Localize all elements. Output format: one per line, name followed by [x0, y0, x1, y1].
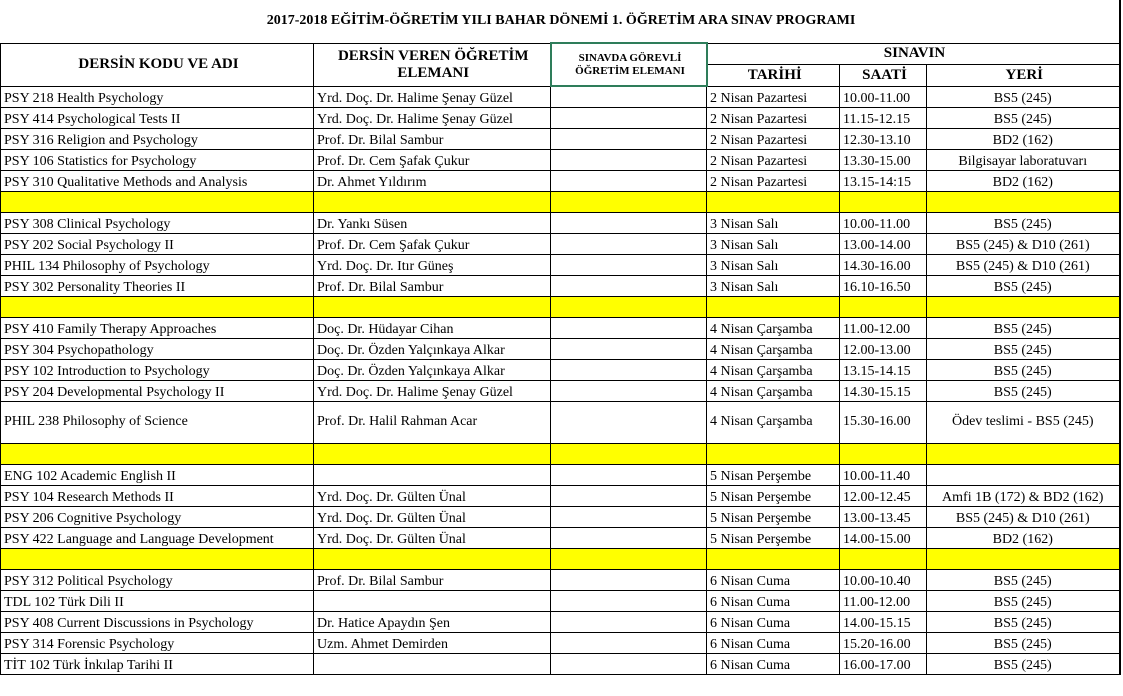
time-cell[interactable]: 14.00-15.00 [840, 527, 927, 548]
time-cell[interactable]: 11.00-12.00 [840, 590, 927, 611]
time-cell[interactable]: 14.30-15.15 [840, 380, 927, 401]
table-row [1, 485, 1120, 506]
separator-row [1, 296, 1120, 317]
instructor-cell[interactable]: Yrd. Doç. Dr. Gülten Ünal [314, 506, 551, 527]
instructor-cell[interactable]: Yrd. Doç. Dr. Gülten Ünal [314, 527, 551, 548]
table-row [1, 254, 1120, 275]
course-cell[interactable]: PSY 312 Political Psychology [1, 569, 314, 590]
course-cell[interactable]: PSY 308 Clinical Psychology [1, 212, 314, 233]
time-cell[interactable]: 10.00-11.00 [840, 212, 927, 233]
separator-cell[interactable] [840, 443, 927, 464]
proctor-cell[interactable] [551, 632, 707, 653]
table-row [1, 170, 1120, 191]
time-cell[interactable]: 15.30-16.00 [840, 401, 927, 443]
place-cell[interactable]: BS5 (245) [927, 338, 1120, 359]
date-cell[interactable]: 6 Nisan Cuma [707, 611, 840, 632]
place-cell[interactable]: BS5 (245) [927, 107, 1120, 128]
separator-cell[interactable] [551, 443, 707, 464]
date-cell[interactable]: 4 Nisan Çarşamba [707, 338, 840, 359]
separator-row [1, 548, 1120, 569]
table-row [1, 590, 1120, 611]
course-cell[interactable]: PSY 408 Current Discussions in Psychology [1, 611, 314, 632]
instructor-cell[interactable]: Prof. Dr. Halil Rahman Acar [314, 401, 551, 443]
date-cell[interactable]: 3 Nisan Salı [707, 254, 840, 275]
proctor-cell[interactable] [551, 653, 707, 674]
course-cell[interactable]: PSY 202 Social Psychology II [1, 233, 314, 254]
place-cell[interactable]: BS5 (245) [927, 632, 1120, 653]
place-cell[interactable]: BS5 (245) [927, 359, 1120, 380]
proctor-cell[interactable] [551, 464, 707, 485]
date-cell[interactable]: 6 Nisan Cuma [707, 653, 840, 674]
separator-cell[interactable] [707, 443, 840, 464]
proctor-cell[interactable] [551, 401, 707, 443]
separator-cell[interactable] [707, 296, 840, 317]
separator-cell[interactable] [927, 191, 1120, 212]
instructor-cell[interactable]: Yrd. Doç. Dr. Halime Şenay Güzel [314, 380, 551, 401]
table-row [1, 380, 1120, 401]
table-row [1, 338, 1120, 359]
separator-row [1, 443, 1120, 464]
time-cell[interactable]: 16.10-16.50 [840, 275, 927, 296]
proctor-cell[interactable] [551, 527, 707, 548]
course-cell[interactable]: ENG 102 Academic English II [1, 464, 314, 485]
table-row [1, 401, 1120, 443]
course-cell[interactable]: PSY 204 Developmental Psychology II [1, 380, 314, 401]
date-cell[interactable]: 4 Nisan Çarşamba [707, 401, 840, 443]
separator-cell[interactable] [551, 191, 707, 212]
proctor-cell[interactable] [551, 380, 707, 401]
instructor-cell[interactable]: Yrd. Doç. Dr. Halime Şenay Güzel [314, 107, 551, 128]
date-cell[interactable]: 6 Nisan Cuma [707, 632, 840, 653]
place-cell[interactable]: BS5 (245) [927, 275, 1120, 296]
course-cell[interactable]: PSY 302 Personality Theories II [1, 275, 314, 296]
header-course[interactable]: DERSİN KODU VE ADI [1, 43, 314, 86]
place-cell[interactable]: BS5 (245) [927, 212, 1120, 233]
date-cell[interactable]: 3 Nisan Salı [707, 275, 840, 296]
date-cell[interactable]: 2 Nisan Pazartesi [707, 149, 840, 170]
instructor-cell[interactable]: Dr. Yankı Süsen [314, 212, 551, 233]
table-row [1, 149, 1120, 170]
instructor-cell[interactable] [314, 653, 551, 674]
instructor-cell[interactable] [314, 590, 551, 611]
separator-cell[interactable] [314, 443, 551, 464]
course-cell[interactable]: PSY 206 Cognitive Psychology [1, 506, 314, 527]
place-cell[interactable]: BS5 (245) [927, 569, 1120, 590]
proctor-cell[interactable] [551, 569, 707, 590]
place-cell[interactable]: Bilgisayar laboratuvarı [927, 149, 1120, 170]
separator-cell[interactable] [840, 296, 927, 317]
proctor-cell[interactable] [551, 317, 707, 338]
place-cell[interactable]: BS5 (245) & D10 (261) [927, 506, 1120, 527]
time-cell[interactable]: 12.00-13.00 [840, 338, 927, 359]
proctor-cell[interactable] [551, 86, 707, 107]
instructor-cell[interactable]: Yrd. Doç. Dr. Halime Şenay Güzel [314, 86, 551, 107]
course-cell[interactable]: PHIL 134 Philosophy of Psychology [1, 254, 314, 275]
instructor-cell[interactable]: Uzm. Ahmet Demirden [314, 632, 551, 653]
header-instructor-line1: DERSİN VEREN ÖĞRETİM [337, 47, 529, 64]
course-cell[interactable]: PSY 104 Research Methods II [1, 485, 314, 506]
separator-cell[interactable] [927, 296, 1120, 317]
proctor-cell[interactable] [551, 128, 707, 149]
proctor-cell[interactable] [551, 212, 707, 233]
table-row [1, 464, 1120, 485]
time-cell[interactable]: 10.00-11.40 [840, 464, 927, 485]
place-cell[interactable]: BD2 (162) [927, 527, 1120, 548]
place-cell[interactable]: BS5 (245) & D10 (261) [927, 254, 1120, 275]
date-cell[interactable]: 2 Nisan Pazartesi [707, 170, 840, 191]
header-exam-group[interactable]: SINAVIN [707, 43, 1120, 64]
place-cell[interactable]: BS5 (245) [927, 611, 1120, 632]
header-place[interactable]: YERİ [927, 64, 1120, 86]
proctor-cell[interactable] [551, 590, 707, 611]
instructor-cell[interactable]: Yrd. Doç. Dr. Gülten Ünal [314, 485, 551, 506]
date-cell[interactable]: 2 Nisan Pazartesi [707, 86, 840, 107]
separator-cell[interactable] [1, 296, 314, 317]
instructor-cell[interactable]: Prof. Dr. Bilal Sambur [314, 128, 551, 149]
course-cell[interactable]: PSY 310 Qualitative Methods and Analysis [1, 170, 314, 191]
place-cell[interactable]: BS5 (245) & D10 (261) [927, 233, 1120, 254]
time-cell[interactable]: 10.00-10.40 [840, 569, 927, 590]
place-cell[interactable]: BS5 (245) [927, 590, 1120, 611]
table-row [1, 527, 1120, 548]
proctor-cell[interactable] [551, 233, 707, 254]
course-cell[interactable]: TDL 102 Türk Dili II [1, 590, 314, 611]
time-cell[interactable]: 13.30-15.00 [840, 149, 927, 170]
separator-cell[interactable] [314, 296, 551, 317]
table-row [1, 506, 1120, 527]
table-row [1, 233, 1120, 254]
separator-cell[interactable] [840, 548, 927, 569]
time-cell[interactable]: 13.00-14.00 [840, 233, 927, 254]
instructor-cell[interactable]: Prof. Dr. Cem Şafak Çukur [314, 149, 551, 170]
separator-cell[interactable] [1, 191, 314, 212]
course-cell[interactable]: PSY 414 Psychological Tests II [1, 107, 314, 128]
table-row [1, 359, 1120, 380]
date-cell[interactable]: 5 Nisan Perşembe [707, 506, 840, 527]
place-cell[interactable]: BS5 (245) [927, 653, 1120, 674]
date-cell[interactable]: 6 Nisan Cuma [707, 569, 840, 590]
separator-cell[interactable] [840, 191, 927, 212]
header-instructor[interactable] [314, 43, 551, 86]
header-proctor-line1: SINAVDA GÖREVLİ [578, 51, 682, 64]
table-row [1, 569, 1120, 590]
date-cell[interactable]: 4 Nisan Çarşamba [707, 359, 840, 380]
separator-cell[interactable] [551, 548, 707, 569]
course-cell[interactable]: PSY 304 Psychopathology [1, 338, 314, 359]
page-title[interactable]: 2017-2018 EĞİTİM-ÖĞRETİM YILI BAHAR DÖNEMİ 1. ÖĞRETİM ARA SINAV PROGRAMI [1, 0, 1120, 43]
instructor-cell[interactable]: Prof. Dr. Cem Şafak Çukur [314, 233, 551, 254]
course-cell[interactable]: PSY 410 Family Therapy Approaches [1, 317, 314, 338]
header-date[interactable]: TARİHİ [707, 64, 840, 86]
date-cell[interactable]: 6 Nisan Cuma [707, 590, 840, 611]
instructor-cell[interactable] [314, 464, 551, 485]
date-cell[interactable]: 2 Nisan Pazartesi [707, 128, 840, 149]
course-cell[interactable]: PSY 422 Language and Language Development [1, 527, 314, 548]
instructor-cell[interactable]: Doç. Dr. Özden Yalçınkaya Alkar [314, 359, 551, 380]
separator-cell[interactable] [314, 191, 551, 212]
date-cell[interactable]: 3 Nisan Salı [707, 233, 840, 254]
date-cell[interactable]: 5 Nisan Perşembe [707, 485, 840, 506]
course-cell[interactable]: TİT 102 Türk İnkılap Tarihi II [1, 653, 314, 674]
time-cell[interactable]: 11.15-12.15 [840, 107, 927, 128]
time-cell[interactable]: 12.00-12.45 [840, 485, 927, 506]
place-cell[interactable]: BS5 (245) [927, 317, 1120, 338]
instructor-cell[interactable]: Yrd. Doç. Dr. Itır Güneş [314, 254, 551, 275]
course-cell[interactable]: PHIL 238 Philosophy of Science [1, 401, 314, 443]
course-cell[interactable]: PSY 102 Introduction to Psychology [1, 359, 314, 380]
table-row [1, 632, 1120, 653]
separator-cell[interactable] [551, 296, 707, 317]
separator-cell[interactable] [927, 548, 1120, 569]
date-cell[interactable]: 5 Nisan Perşembe [707, 464, 840, 485]
course-cell[interactable]: PSY 316 Religion and Psychology [1, 128, 314, 149]
proctor-cell[interactable] [551, 107, 707, 128]
separator-cell[interactable] [1, 548, 314, 569]
date-cell[interactable]: 2 Nisan Pazartesi [707, 107, 840, 128]
separator-row [1, 191, 1120, 212]
table-row [1, 212, 1120, 233]
instructor-cell[interactable]: Prof. Dr. Bilal Sambur [314, 569, 551, 590]
place-cell[interactable]: BS5 (245) [927, 380, 1120, 401]
date-cell[interactable]: 5 Nisan Perşembe [707, 527, 840, 548]
course-cell[interactable]: PSY 106 Statistics for Psychology [1, 149, 314, 170]
time-cell[interactable]: 14.00-15.15 [840, 611, 927, 632]
time-cell[interactable]: 16.00-17.00 [840, 653, 927, 674]
table-row [1, 611, 1120, 632]
time-cell[interactable]: 13.15-14:15 [840, 170, 927, 191]
place-cell[interactable]: BD2 (162) [927, 170, 1120, 191]
date-cell[interactable]: 4 Nisan Çarşamba [707, 380, 840, 401]
time-cell[interactable]: 11.00-12.00 [840, 317, 927, 338]
proctor-cell[interactable] [551, 359, 707, 380]
proctor-cell[interactable] [551, 275, 707, 296]
course-cell[interactable]: PSY 314 Forensic Psychology [1, 632, 314, 653]
place-cell[interactable]: BD2 (162) [927, 128, 1120, 149]
place-cell[interactable]: Ödev teslimi - BS5 (245) [927, 401, 1120, 443]
place-cell[interactable]: BS5 (245) [927, 86, 1120, 107]
separator-cell[interactable] [707, 548, 840, 569]
separator-cell[interactable] [707, 191, 840, 212]
time-cell[interactable]: 13.15-14.15 [840, 359, 927, 380]
place-cell[interactable]: Amfi 1B (172) & BD2 (162) [927, 485, 1120, 506]
place-cell[interactable] [927, 464, 1120, 485]
time-cell[interactable]: 10.00-11.00 [840, 86, 927, 107]
table-row [1, 653, 1120, 674]
table-row [1, 86, 1120, 107]
table-row [1, 275, 1120, 296]
instructor-cell[interactable]: Prof. Dr. Bilal Sambur [314, 275, 551, 296]
date-cell[interactable]: 3 Nisan Salı [707, 212, 840, 233]
header-time[interactable]: SAATİ [840, 64, 927, 86]
proctor-cell[interactable] [551, 611, 707, 632]
instructor-cell[interactable]: Dr. Ahmet Yıldırım [314, 170, 551, 191]
separator-cell[interactable] [314, 548, 551, 569]
instructor-cell[interactable]: Doç. Dr. Özden Yalçınkaya Alkar [314, 338, 551, 359]
separator-cell[interactable] [1, 443, 314, 464]
time-cell[interactable]: 13.00-13.45 [840, 506, 927, 527]
separator-cell[interactable] [927, 443, 1120, 464]
time-cell[interactable]: 14.30-16.00 [840, 254, 927, 275]
instructor-cell[interactable]: Doç. Dr. Hüdayar Cihan [314, 317, 551, 338]
proctor-cell[interactable] [551, 170, 707, 191]
date-cell[interactable]: 4 Nisan Çarşamba [707, 317, 840, 338]
instructor-cell[interactable]: Dr. Hatice Apaydın Şen [314, 611, 551, 632]
proctor-cell[interactable] [551, 149, 707, 170]
proctor-cell[interactable] [551, 506, 707, 527]
time-cell[interactable]: 12.30-13.10 [840, 128, 927, 149]
table-row [1, 107, 1120, 128]
table-row [1, 317, 1120, 338]
proctor-cell[interactable] [551, 485, 707, 506]
header-proctor-line2: ÖĞRETİM ELEMANI [575, 64, 685, 77]
proctor-cell[interactable] [551, 338, 707, 359]
header-proctor[interactable] [551, 43, 707, 86]
time-cell[interactable]: 15.20-16.00 [840, 632, 927, 653]
table-row [1, 128, 1120, 149]
course-cell[interactable]: PSY 218 Health Psychology [1, 86, 314, 107]
proctor-cell[interactable] [551, 254, 707, 275]
header-instructor-line2: ELEMANI [397, 64, 470, 81]
